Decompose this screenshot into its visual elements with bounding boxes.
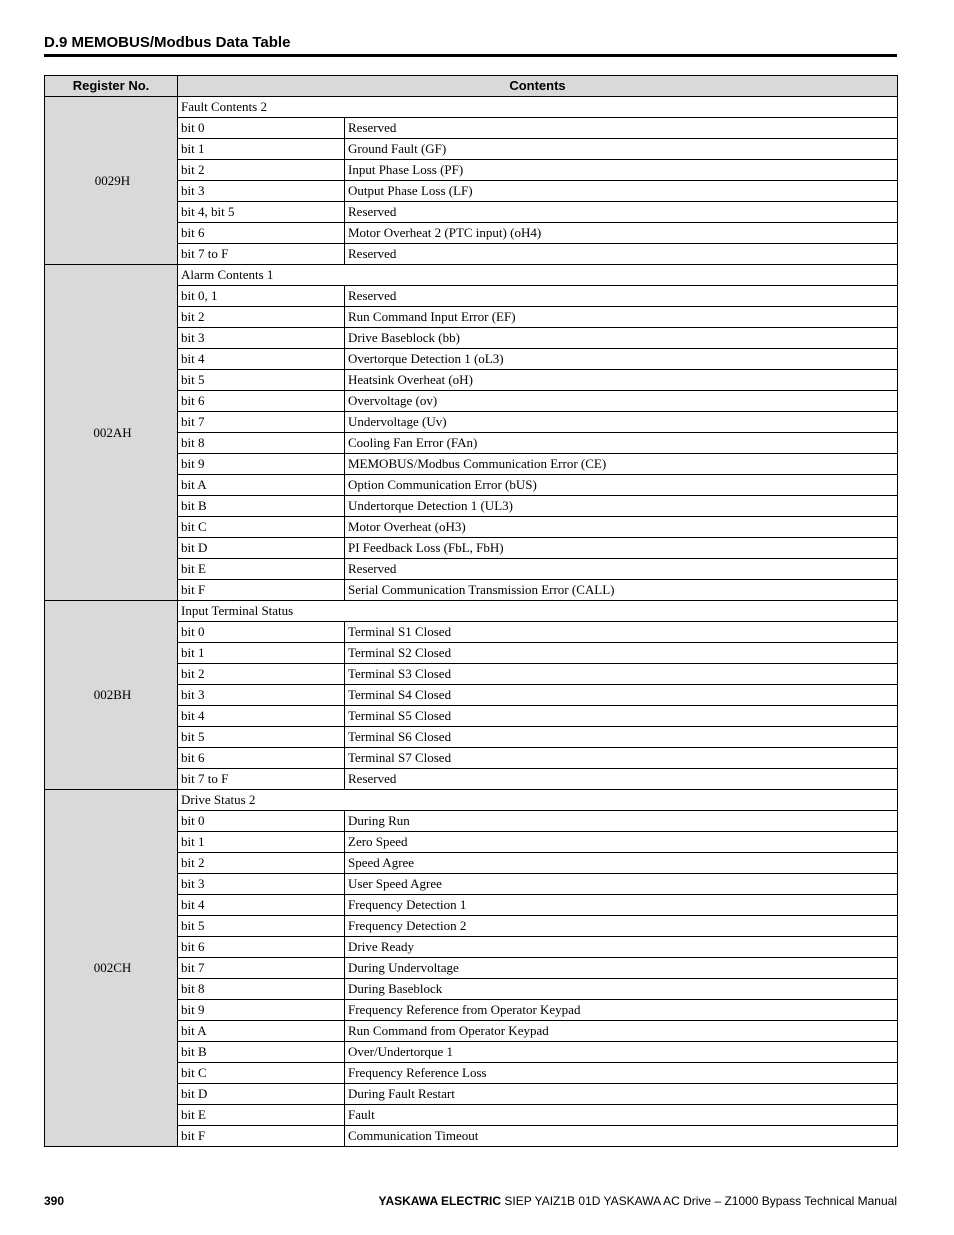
bit-description-cell: Serial Communication Transmission Error (CALL) bbox=[345, 580, 898, 601]
bit-description-cell: Reserved bbox=[345, 244, 898, 265]
bit-cell: bit 6 bbox=[178, 937, 345, 958]
bit-cell: bit D bbox=[178, 538, 345, 559]
bit-description-cell: Frequency Reference Loss bbox=[345, 1063, 898, 1084]
register-description: Drive Status 2 bbox=[178, 790, 898, 811]
bit-description-cell: Frequency Detection 2 bbox=[345, 916, 898, 937]
bit-description-cell: Frequency Detection 1 bbox=[345, 895, 898, 916]
table-body bbox=[45, 97, 898, 1147]
bit-cell: bit 4 bbox=[178, 349, 345, 370]
bit-cell: bit 8 bbox=[178, 979, 345, 1000]
bit-description-cell: Drive Ready bbox=[345, 937, 898, 958]
bit-cell: bit 0 bbox=[178, 811, 345, 832]
bit-description-cell: Reserved bbox=[345, 202, 898, 223]
bit-cell: bit 1 bbox=[178, 832, 345, 853]
column-header-contents: Contents bbox=[178, 76, 898, 97]
bit-cell: bit 5 bbox=[178, 916, 345, 937]
bit-cell: bit 0, 1 bbox=[178, 286, 345, 307]
bit-description-cell: Communication Timeout bbox=[345, 1126, 898, 1147]
bit-description-cell: Motor Overheat 2 (PTC input) (oH4) bbox=[345, 223, 898, 244]
bit-cell: bit 7 bbox=[178, 412, 345, 433]
bit-cell: bit E bbox=[178, 1105, 345, 1126]
bit-cell: bit 6 bbox=[178, 391, 345, 412]
bit-description-cell: MEMOBUS/Modbus Communication Error (CE) bbox=[345, 454, 898, 475]
bit-description-cell: Reserved bbox=[345, 118, 898, 139]
bit-cell: bit D bbox=[178, 1084, 345, 1105]
register-number: 002BH bbox=[45, 601, 178, 790]
bit-description-cell: Fault bbox=[345, 1105, 898, 1126]
bit-description-cell: Speed Agree bbox=[345, 853, 898, 874]
bit-description-cell: Zero Speed bbox=[345, 832, 898, 853]
bit-cell: bit 5 bbox=[178, 727, 345, 748]
bit-cell: bit 9 bbox=[178, 1000, 345, 1021]
bit-description-cell: During Run bbox=[345, 811, 898, 832]
footer-manual-name: SIEP YAIZ1B 01D YASKAWA AC Drive – Z1000 Bypass Technical Manual bbox=[501, 1194, 897, 1208]
bit-description-cell: Terminal S4 Closed bbox=[345, 685, 898, 706]
bit-cell: bit F bbox=[178, 1126, 345, 1147]
bit-description-cell: Run Command Input Error (EF) bbox=[345, 307, 898, 328]
register-number: 002AH bbox=[45, 265, 178, 601]
bit-description-cell: Undervoltage (Uv) bbox=[345, 412, 898, 433]
bit-cell: bit 3 bbox=[178, 685, 345, 706]
bit-cell: bit 1 bbox=[178, 643, 345, 664]
bit-cell: bit E bbox=[178, 559, 345, 580]
bit-cell: bit B bbox=[178, 1042, 345, 1063]
bit-cell: bit 2 bbox=[178, 307, 345, 328]
bit-description-cell: User Speed Agree bbox=[345, 874, 898, 895]
bit-description-cell: Ground Fault (GF) bbox=[345, 139, 898, 160]
bit-description-cell: Reserved bbox=[345, 769, 898, 790]
bit-description-cell: Frequency Reference from Operator Keypad bbox=[345, 1000, 898, 1021]
bit-description-cell: Terminal S7 Closed bbox=[345, 748, 898, 769]
group-title-row bbox=[45, 601, 898, 622]
bit-description-cell: Terminal S6 Closed bbox=[345, 727, 898, 748]
bit-cell: bit 4 bbox=[178, 706, 345, 727]
bit-cell: bit 5 bbox=[178, 370, 345, 391]
bit-description-cell: Terminal S2 Closed bbox=[345, 643, 898, 664]
bit-cell: bit 4, bit 5 bbox=[178, 202, 345, 223]
page-number: 390 bbox=[44, 1194, 65, 1208]
table-header-row bbox=[45, 76, 898, 97]
register-description: Alarm Contents 1 bbox=[178, 265, 898, 286]
bit-cell: bit 1 bbox=[178, 139, 345, 160]
bit-description-cell: Undertorque Detection 1 (UL3) bbox=[345, 496, 898, 517]
group-title-row bbox=[45, 97, 898, 118]
memobus-data-table bbox=[44, 75, 898, 1147]
bit-cell: bit 2 bbox=[178, 160, 345, 181]
register-number: 002CH bbox=[45, 790, 178, 1147]
bit-description-cell: Terminal S1 Closed bbox=[345, 622, 898, 643]
bit-description-cell: Output Phase Loss (LF) bbox=[345, 181, 898, 202]
bit-cell: bit 9 bbox=[178, 454, 345, 475]
bit-cell: bit C bbox=[178, 517, 345, 538]
bit-cell: bit 2 bbox=[178, 853, 345, 874]
bit-description-cell: Motor Overheat (oH3) bbox=[345, 517, 898, 538]
bit-cell: bit F bbox=[178, 580, 345, 601]
bit-description-cell: Overtorque Detection 1 (oL3) bbox=[345, 349, 898, 370]
bit-description-cell: Overvoltage (ov) bbox=[345, 391, 898, 412]
bit-description-cell: During Fault Restart bbox=[345, 1084, 898, 1105]
bit-cell: bit B bbox=[178, 496, 345, 517]
bit-cell: bit 2 bbox=[178, 664, 345, 685]
bit-cell: bit 7 to F bbox=[178, 769, 345, 790]
bit-description-cell: Option Communication Error (bUS) bbox=[345, 475, 898, 496]
bit-cell: bit 3 bbox=[178, 181, 345, 202]
footer-brand: YASKAWA ELECTRIC bbox=[378, 1194, 502, 1208]
footer-manual-title bbox=[379, 1194, 897, 1208]
bit-cell: bit 6 bbox=[178, 223, 345, 244]
bit-description-cell: Terminal S5 Closed bbox=[345, 706, 898, 727]
bit-cell: bit 6 bbox=[178, 748, 345, 769]
register-description: Fault Contents 2 bbox=[178, 97, 898, 118]
bit-description-cell: Run Command from Operator Keypad bbox=[345, 1021, 898, 1042]
bit-description-cell: Reserved bbox=[345, 286, 898, 307]
bit-cell: bit 4 bbox=[178, 895, 345, 916]
bit-description-cell: Cooling Fan Error (FAn) bbox=[345, 433, 898, 454]
title-rule bbox=[44, 54, 897, 57]
bit-cell: bit 8 bbox=[178, 433, 345, 454]
bit-cell: bit A bbox=[178, 475, 345, 496]
bit-cell: bit 7 to F bbox=[178, 244, 345, 265]
section-title: D.9 MEMOBUS/Modbus Data Table bbox=[44, 34, 291, 51]
bit-cell: bit 0 bbox=[178, 118, 345, 139]
bit-description-cell: Heatsink Overheat (oH) bbox=[345, 370, 898, 391]
group-title-row bbox=[45, 790, 898, 811]
bit-description-cell: Reserved bbox=[345, 559, 898, 580]
bit-description-cell: Over/Undertorque 1 bbox=[345, 1042, 898, 1063]
register-number: 0029H bbox=[45, 97, 178, 265]
bit-description-cell: Terminal S3 Closed bbox=[345, 664, 898, 685]
bit-cell: bit 0 bbox=[178, 622, 345, 643]
bit-description-cell: Drive Baseblock (bb) bbox=[345, 328, 898, 349]
bit-cell: bit C bbox=[178, 1063, 345, 1084]
register-description: Input Terminal Status bbox=[178, 601, 898, 622]
bit-description-cell: During Baseblock bbox=[345, 979, 898, 1000]
bit-cell: bit 3 bbox=[178, 328, 345, 349]
bit-cell: bit A bbox=[178, 1021, 345, 1042]
bit-description-cell: During Undervoltage bbox=[345, 958, 898, 979]
bit-description-cell: Input Phase Loss (PF) bbox=[345, 160, 898, 181]
bit-cell: bit 3 bbox=[178, 874, 345, 895]
column-header-register: Register No. bbox=[45, 76, 178, 97]
bit-description-cell: PI Feedback Loss (FbL, FbH) bbox=[345, 538, 898, 559]
bit-cell: bit 7 bbox=[178, 958, 345, 979]
group-title-row bbox=[45, 265, 898, 286]
